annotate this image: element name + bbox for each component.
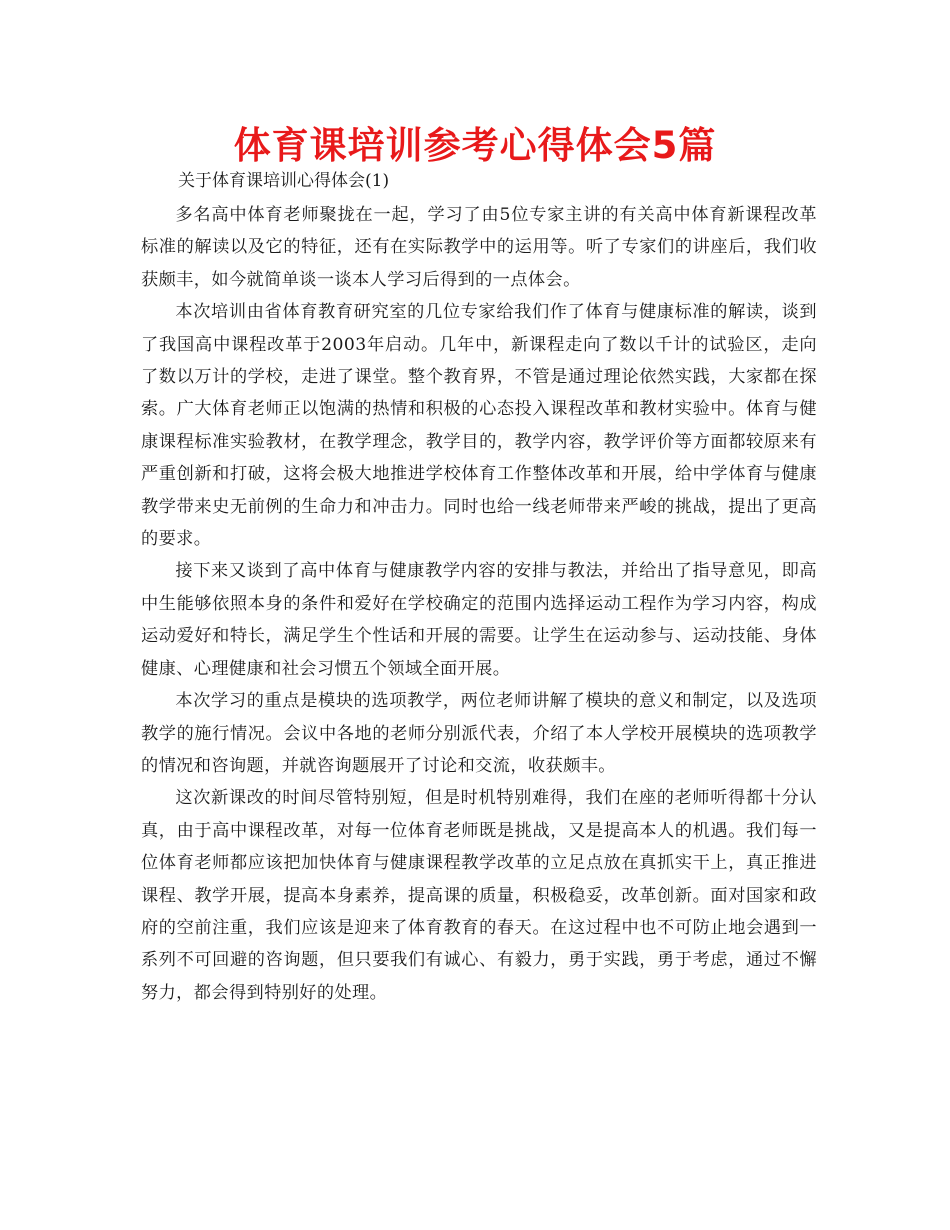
paragraph-2: 本次培训由省体育教育研究室的几位专家给我们作了体育与健康标准的解读，谈到了我国高中课程改革于2003年启动。几年中，新课程走向了数以千计的试验区，走向了数以万计的学校，走进了课堂。整个教育界，不管是通过理论依然实践，大家都在探索。广大体育老师正以饱满的热情和积极的心态投入课程改革和教材实验中。体育与健康课程标准实验教材，在教学理念，教学目的，教学内容，教学评价等方面都较原来有严重创新和打破，这将会极大地推进学校体育工作整体改革和开展，给中学体育与健康教学带来史无前例的生命力和冲击力。同时也给一线老师带来严峻的挑战，提出了更高的要求。 <box>141 302 817 550</box>
paragraph-3: 接下来又谈到了高中体育与健康教学内容的安排与教法，并给出了指导意见，即高中生能够依照本身的条件和爱好在学校确定的范围内选择运动工程作为学习内容，构成运动爱好和特长，满足学生个性话和开展的需要。让学生在运动参与、运动技能、身体健康、心理健康和社会习惯五个领域全面开展。 <box>141 561 817 679</box>
paragraph-4: 本次学习的重点是模块的选项教学，两位老师讲解了模块的意义和制定，以及选项教学的施行情况。会议中各地的老师分别派代表，介绍了本人学校开展模块的选项教学的情况和咨询题，并就咨询题展开了讨论和交流，收获颇丰。 <box>141 691 817 776</box>
paragraph-5: 这次新课改的时间尽管特别短，但是时机特别难得，我们在座的老师听得都十分认真，由于高中课程改革，对每一位体育老师既是挑战，又是提高本人的机遇。我们每一位体育老师都应该把加快体育与健康课程教学改革的立足点放在真抓实干上，真正推进课程、教学开展，提高本身素养，提高课的质量，积极稳妥，改革创新。面对国家和政府的空前注重，我们应该是迎来了体育教育的春天。在这过程中也不可防止地会遇到一系列不可回避的咨询题，但只要我们有诚心、有毅力，勇于实践，勇于考虑，通过不懈努力，都会得到特别好的处理。 <box>141 788 817 1003</box>
paragraph-1: 多名高中体育老师聚拢在一起，学习了由5位专家主讲的有关高中体育新课程改革标准的解读以及它的特征，还有在实际教学中的运用等。听了专家们的讲座后，我们收获颇丰，如今就简单谈一谈本人学习后得到的一点体会。 <box>141 205 817 290</box>
document-title: 体育课培训参考心得体会5篇 <box>233 124 717 167</box>
document-body <box>141 199 817 1009</box>
section-subtitle: 关于体育课培训心得体会(1) <box>178 171 390 191</box>
